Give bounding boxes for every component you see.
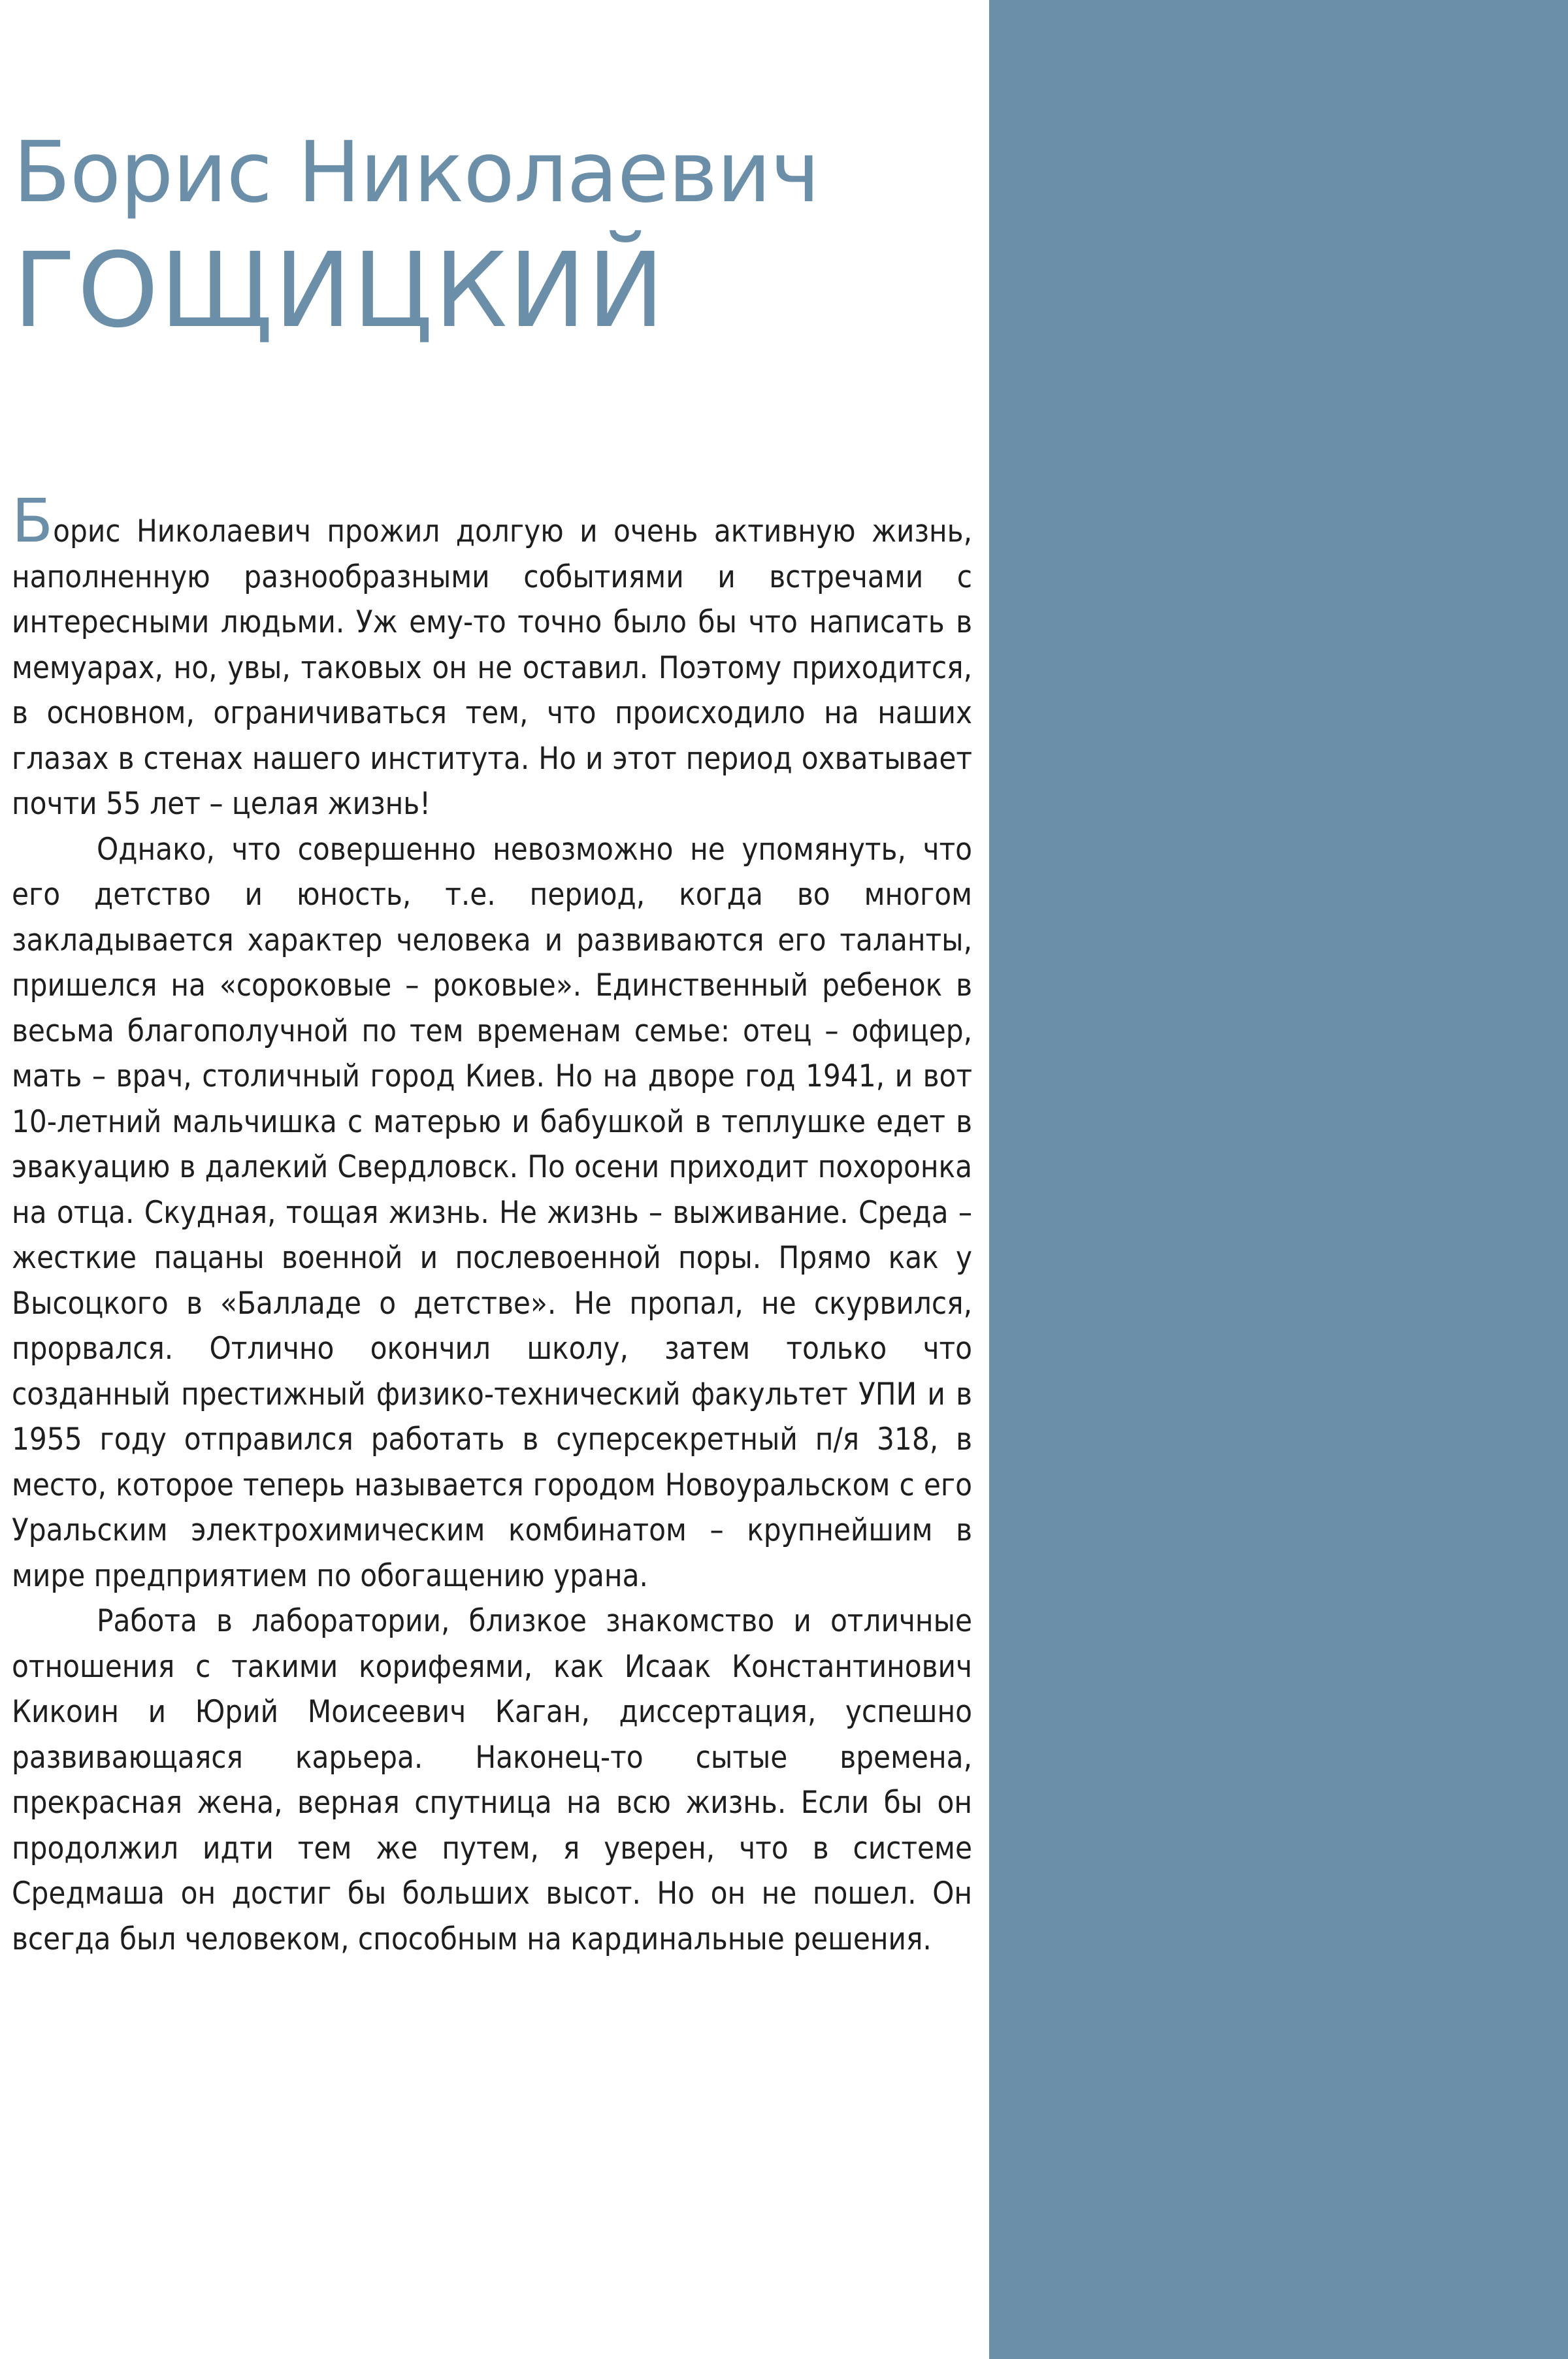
- side-panel: [989, 0, 1568, 2359]
- paragraph-1: [12, 486, 972, 827]
- person-last-name: ГОЩИЦКИЙ: [13, 231, 666, 351]
- paragraph-2: Однако, что совершенно невозможно не упомянуть, что его детство и юность, т.е. период, когда во многом закладывается характер человека и развиваются его таланты, пришелся на «сороковые – роковые». Единственный ребенок в весьма благополучной по тем временам семье: отец – офицер, мать – врач, столичный город Киев. Но на дворе год 1941, и вот 10-летний мальчишка с матерью и бабушкой в теплушке едет в эвакуацию в далекий Свердловск. По осени приходит похоронка на отца. Скудная, тощая жизнь. Не жизнь – выживание. Среда – жесткие пацаны военной и послевоенной поры. Прямо как у Высоцкого в «Балладе о детстве». Не пропал, не скурвился, прорвался. Отлично окончил школу, затем только что созданный престижный физико-технический факультет УПИ и в 1955 году отправился работать в суперсекретный п/я 318, в место, которое теперь называется городом Новоуральском с его Уральским электрохимическим комбинатом – крупнейшим в мире предприятием по обогащению урана.: [12, 831, 972, 1594]
- biography-text: [12, 486, 972, 1962]
- title-block: [13, 121, 967, 356]
- paragraph-3: Работа в лаборатории, близкое знакомство и отличные отношения с такими корифеями, как Исаак Константинович Кикоин и Юрий Моисеевич Каган, диссертация, успешно развивающаяся карьера. Наконец-то сытые времена, прекрасная жена, верная спутница на всю жизнь. Если бы он продолжил идти тем же путем, я уверен, что в системе Средмаша он достиг бы больших высот. Но он не пошел. Он всегда был человеком, способным на кардинальные решения.: [12, 1603, 972, 1957]
- drop-cap: Б: [12, 486, 54, 556]
- paragraph-1-text: орис Николаевич прожил долгую и очень активную жизнь, наполненную разнообразными событиями и встречами с интересными людьми. Уж ему-то точно было бы что написать в мемуарах, но, увы, таковых он не оставил. Поэтому приходится, в основном, ограничиваться тем, что происходило на наших глазах в стенах нашего института. Но и этот период охватывает почти 55 лет – целая жизнь!: [12, 513, 972, 822]
- person-first-name: Борис Николаевич: [13, 124, 819, 221]
